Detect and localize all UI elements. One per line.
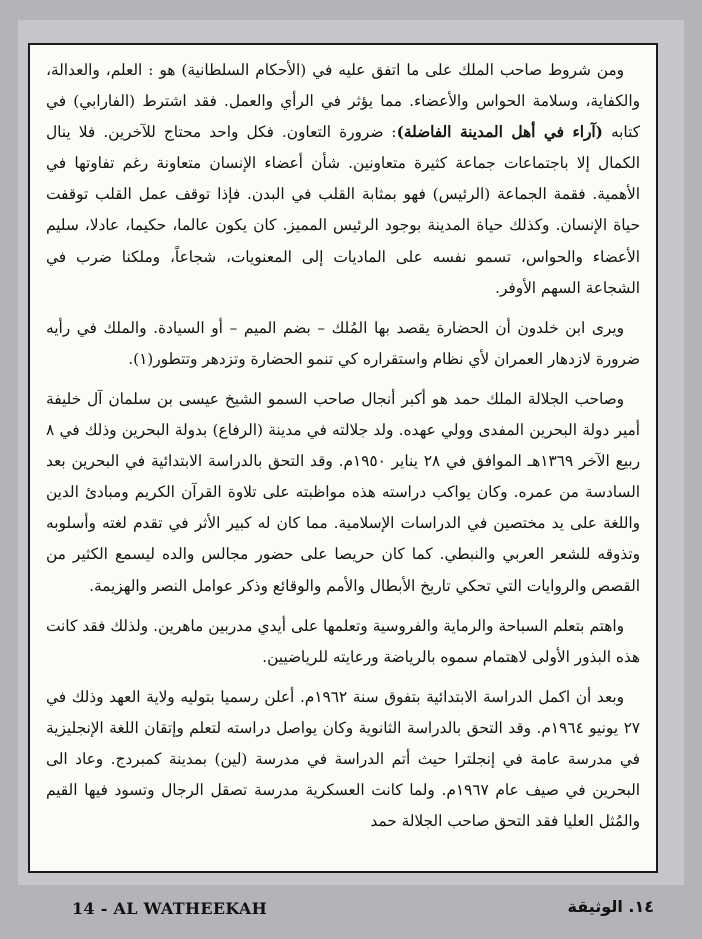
paragraph-1: ومن شروط صاحب الملك على ما اتفق عليه في (الأحكام السلطانية) هو : العلم، والعدالة، والكفاية، وسلامة الحواس والأعضاء. مما يؤثر في الرأي والعمل. فقد اشترط (الفارابي) في كتابه (آراء في أهل المدينة الفاضلة): ضرورة التعاون. فكل واحد محتاج للآخرين. فلا ينال الكمال إلا باجتماعات جماعة كثيرة متعاونين. شأن أعضاء الإنسان متعاونة رغم تفاوتها في الأهمية. فقمة الجماعة (الرئيس) فهو بمثابة القلب في البدن. فإذا توقف عمل القلب توقفت حياة الإنسان. وكذلك حياة المدينة بوجود الرئيس المميز. كان يكون عالما، حكيما، عادلا، سليم الأعضاء والحواس، تسمو نفسه على الماديات إلى المعنويات، شجاعاً، وملكنا ضرب في الشجاعة السهم الأوفر.: [46, 61, 640, 297]
paragraph-2: ويرى ابن خلدون أن الحضارة يقصد بها المُلك – بضم الميم – أو السيادة. والملك في رأيه ضرورة لازدهار العمران لأي نظام واستقراره كي تنمو الحضارة وتزدهر وتتطور(١).: [46, 318, 640, 368]
paragraph-5: وبعد أن اكمل الدراسة الابتدائية بتفوق سنة ١٩٦٢م. أعلن رسميا بتوليه ولاية العهد وذلك في ٢٧ يونيو ١٩٦٤م. وقد التحق بالدراسة الثانوية وكان يواصل دراسته لتعلم وإتقان اللغة الإنجليزية في مدرسة عامة في إنجلترا حيث أتم الدراسة في مدرسة (لين) بمدينة كمبردج. وعاد الى البحرين في صيف عام ١٩٦٧م. ولما كانت العسكرية مدرسة تصقل الرجال وتسود فيها القيم والمُثل العليا فقد التحق صاحب الجلالة حمد: [46, 687, 640, 831]
book-title: (آراء في أهل المدينة الفاضلة): [396, 123, 603, 142]
article-body: [46, 55, 640, 863]
paragraph-4: واهتم بتعلم السباحة والرماية والفروسية وتعلمها على أيدي مدربين ماهرين. ولذلك فقد كانت هذه البذور الأولى لاهتمام سموه بالرياضة ورعايته للرياضيين.: [46, 616, 640, 666]
article-text-box: [28, 43, 658, 873]
footer-page-number-english: 14 - AL WATHEEKAH: [72, 899, 268, 918]
paragraph-3: وصاحب الجلالة الملك حمد هو أكبر أنجال صاحب السمو الشيخ عيسى بن سلمان آل خليفة أمير دولة البحرين المفدى وولي عهده. ولد جلالته في مدينة (الرفاع) بدولة البحرين وذلك في ٨ ربيع الآخر ١٣٦٩هـ الموافق في ٢٨ يناير ١٩٥٠م. وقد التحق بالدراسة الابتدائية في البحرين بعد السادسة من عمره. وكان يواكب دراسته هذه مواظبته على تلاوة القرآن الكريم ومبادئ الدين واللغة على يد مختصين في الدراسات الإسلامية. مما كان له كبير الأثر في تقدم لغته وأسلوبه وتذوقه للشعر العربي والنبطي. كما كان حريصا على حضور مجالس والده ليسمع الكثير من القصص والروايات التي تحكي تاريخ الأبطال والأمم والوقائع وذكر عوامل النصر والهزيمة.: [46, 389, 640, 595]
footer-page-number-arabic: ١٤. الوثيقة: [567, 897, 654, 916]
page-footer: [0, 887, 702, 939]
